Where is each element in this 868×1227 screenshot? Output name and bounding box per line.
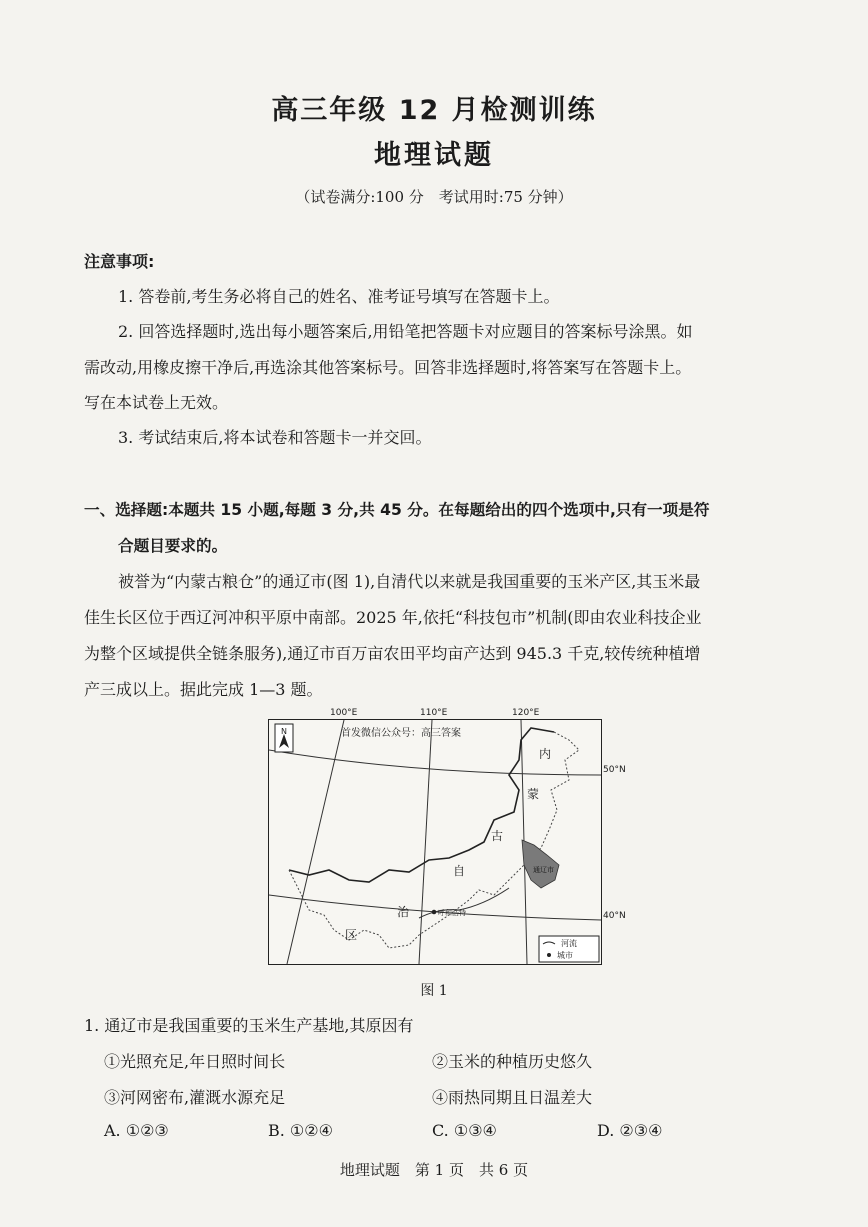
province-border: [289, 732, 579, 948]
hohhot-city-dot: [432, 910, 437, 915]
notice-item-2-line-2: 需改动,用橡皮擦干净后,再选涂其他答案标号。回答非选择题时,将答案写在答题卡上。: [84, 358, 692, 377]
question-1-statement-4: ④雨热同期且日温差大: [432, 1088, 593, 1107]
section-1-heading: 一、选择题:本题共 15 小题,每题 3 分,共 45 分。在每题给出的四个选项中,只有一项是符: [84, 501, 710, 519]
longitude-110-label: 110°E: [420, 708, 448, 718]
parallel-line: [269, 750, 601, 775]
notice-item-2-line-1: 2. 回答选择题时,选出每小题答案后,用铅笔把答题卡对应题目的答案标号涂黑。如: [118, 322, 693, 341]
question-1-option-d: D. ②③④: [597, 1121, 663, 1140]
page-title: 高三年级 12 月检测训练: [271, 95, 597, 126]
legend-city-symbol: [547, 953, 551, 957]
latitude-40-label: 40°N: [603, 911, 626, 921]
national-border: [289, 728, 554, 882]
longitude-100-label: 100°E: [330, 708, 358, 718]
notice-item-3: 3. 考试结束后,将本试卷和答题卡一并交回。: [118, 428, 432, 447]
notice-heading: 注意事项:: [84, 252, 155, 271]
north-label: N: [281, 727, 287, 736]
exam-info: （试卷满分:100 分 考试用时:75 分钟）: [295, 188, 573, 206]
map-char-zhi: 治: [397, 905, 410, 919]
notice-item-1: 1. 答卷前,考生务必将自己的姓名、准考证号填写在答题卡上。: [118, 287, 560, 306]
question-1-statement-2: ②玉米的种植历史悠久: [432, 1052, 593, 1071]
question-1-statement-1: ①光照充足,年日照时间长: [104, 1052, 286, 1071]
page-footer: 地理试题 第 1 页 共 6 页: [339, 1161, 529, 1179]
hohhot-label: 呼和浩特: [438, 909, 466, 917]
meridian-line: [419, 720, 432, 964]
inner-mongolia-map: [268, 719, 602, 965]
question-1-statement-3: ③河网密布,灌溉水源充足: [104, 1088, 286, 1107]
latitude-50-label: 50°N: [603, 765, 626, 775]
map-char-gu: 古: [491, 829, 504, 843]
map-char-meng: 蒙: [527, 787, 540, 801]
map-char-nei: 内: [539, 747, 552, 761]
legend-city-label: 城市: [557, 951, 573, 960]
page-subtitle: 地理试题: [374, 140, 494, 171]
longitude-120-label: 120°E: [512, 708, 540, 718]
map-char-qu: 区: [345, 928, 358, 942]
tongliao-region: [522, 840, 559, 888]
map-char-zi: 自: [453, 864, 466, 878]
legend-river-label: 河流: [561, 939, 577, 948]
question-1-stem: 1. 通辽市是我国重要的玉米生产基地,其原因有: [84, 1016, 414, 1035]
passage-line-3: 为整个区域提供全链条服务),通辽市百万亩农田平均亩产达到 945.3 千克,较传统种植增: [84, 644, 701, 663]
question-1-option-c: C. ①③④: [432, 1121, 497, 1140]
notice-item-2-line-3: 写在本试卷上无效。: [84, 393, 229, 412]
passage-line-2: 佳生长区位于西辽河冲积平原中南部。2025 年,依托“科技包市”机制(即由农业科技企业: [84, 608, 702, 627]
parallel-line: [269, 895, 601, 920]
question-1-option-a: A. ①②③: [104, 1121, 169, 1140]
map-watermark: 首发微信公众号：高三答案: [341, 728, 461, 739]
passage-line-4: 产三成以上。据此完成 1—3 题。: [84, 680, 323, 699]
question-1-option-b: B. ①②④: [268, 1121, 333, 1140]
passage-line-1: 被誉为“内蒙古粮仓”的通辽市(图 1),自清代以来就是我国重要的玉米产区,其玉米最: [118, 572, 701, 591]
figure-caption: 图 1: [420, 983, 448, 999]
map-drawing: [269, 720, 601, 964]
tongliao-label: 通辽市: [533, 866, 554, 874]
section-1-heading-cont: 合题目要求的。: [118, 537, 228, 555]
